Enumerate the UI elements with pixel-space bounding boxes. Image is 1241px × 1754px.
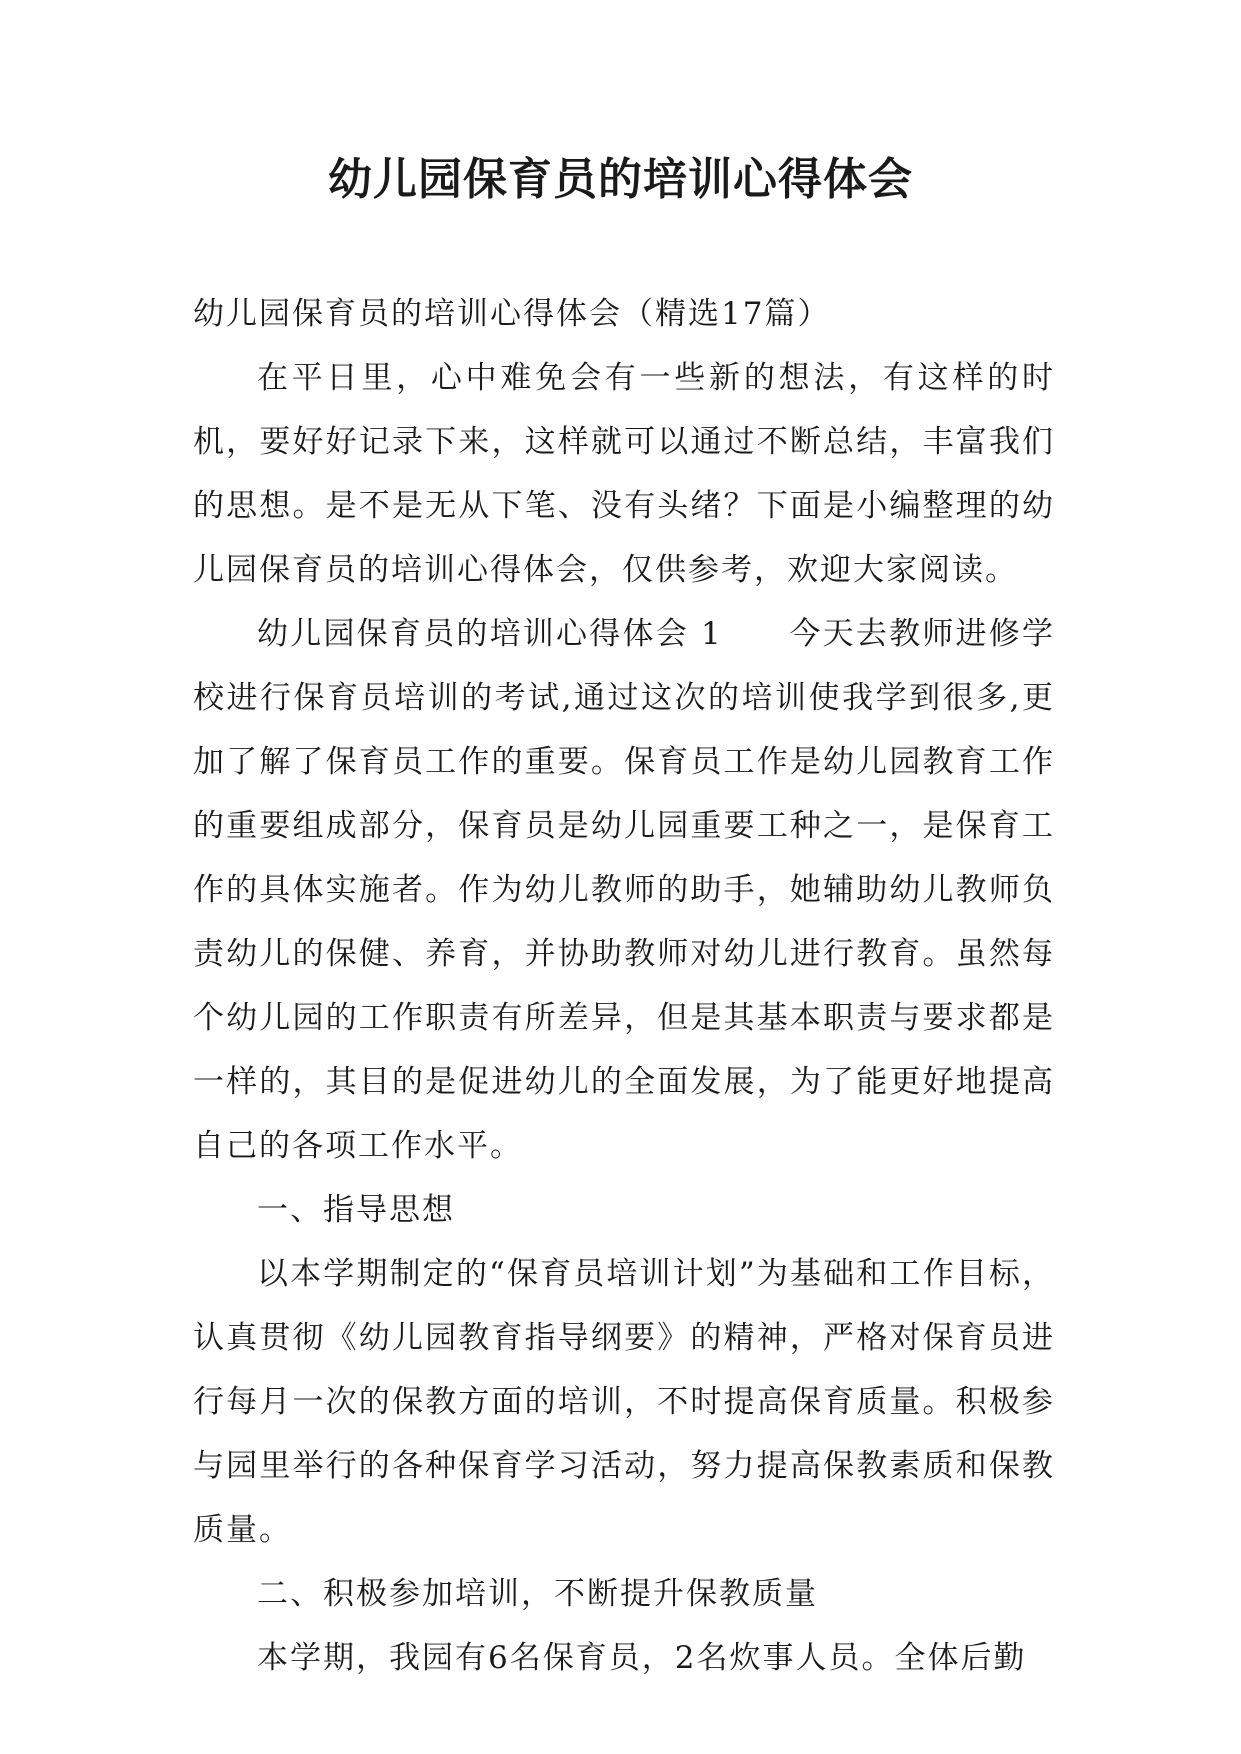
training-paragraph: 本学期，我园有6名保育员，2名炊事人员。全体后勤	[257, 1640, 1027, 1676]
section-1-paragraph: 幼儿园保育员的培训心得体会 1 今天去教师进修学校进行保育员培训的考试,通过这次的培训使我学到很多,更加了解了保育员工作的重要。保育员工作是幼儿园教育工作的重要组成部分，保育员是幼儿园重要工种之一，是保育工作的具体实施者。作为幼儿教师的助手，她辅助幼儿教师负责幼儿的保健、养育，并协助教师对幼儿进行教育。虽然每个幼儿园的工作职责有所差异，但是其基本职责与要求都是一样的，其目的是促进幼儿的全面发展，为了能更好地提高自己的各项工作水平。	[193, 616, 1055, 1164]
subtitle-paragraph: 幼儿园保育员的培训心得体会（精选17篇）	[193, 296, 831, 332]
guiding-thought-paragraph: 以本学期制定的“保育员培训计划”为基础和工作目标，认真贯彻《幼儿园教育指导纲要》的精神，严格对保育员进行每月一次的保教方面的培训，不时提高保育质量。积极参与园里举行的各种保育学习活动，努力提高保教素质和保教质量。	[193, 1256, 1055, 1548]
heading-guiding-thought: 一、指导思想	[257, 1192, 455, 1228]
document-body	[193, 282, 1055, 1690]
heading-training: 二、积极参加培训，不断提升保教质量	[257, 1576, 818, 1612]
document-title: 幼儿园保育员的培训心得体会	[328, 154, 913, 205]
intro-paragraph: 在平日里，心中难免会有一些新的想法，有这样的时机，要好好记录下来，这样就可以通过不断总结，丰富我们的思想。是不是无从下笔、没有头绪？下面是小编整理的幼儿园保育员的培训心得体会，仅供参考，欢迎大家阅读。	[193, 360, 1055, 588]
